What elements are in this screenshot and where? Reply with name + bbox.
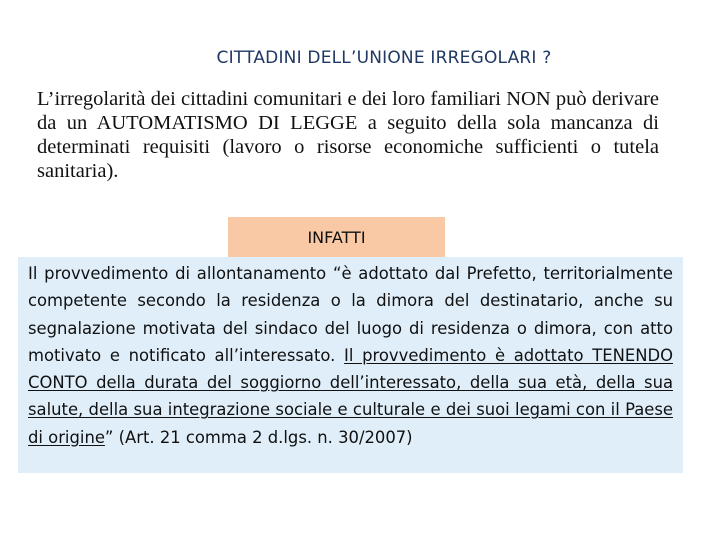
infatti-label-box [228, 217, 445, 257]
quote-box [18, 257, 683, 473]
infatti-label: INFATTI [307, 227, 366, 247]
intro-paragraph: L’irregolarità dei cittadini comunitari e dei loro familiari NON può derivare da un AUTOMATISMO DI LEGGE a seguito della sola mancanza di determinati requisiti (lavoro o risorse economiche sufficienti o tutela sanitaria). [37, 88, 659, 182]
slide-title: CITTADINI DELL’UNIONE IRREGOLARI ? [216, 48, 552, 68]
quote-text-part2: ” (Art. 21 comma 2 d.lgs. n. 30/2007) [104, 427, 413, 447]
quote-underlined-text: Il provvedimento è adottato TENENDO CONTO della durata del soggiorno dell’interessato, della sua età, della sua salute, della sua integrazione sociale e culturale e dei suoi legami con il Paese di origine [28, 345, 674, 447]
quote-text-part1: Il provvedimento di allontanamento “è adottato dal Prefetto, territorialmente competente secondo la residenza o la dimora del destinatario, anche su segnalazione motivata del sindaco del luogo di residenza o dimora, con atto motivato e notificato all’interessato. [28, 264, 673, 365]
